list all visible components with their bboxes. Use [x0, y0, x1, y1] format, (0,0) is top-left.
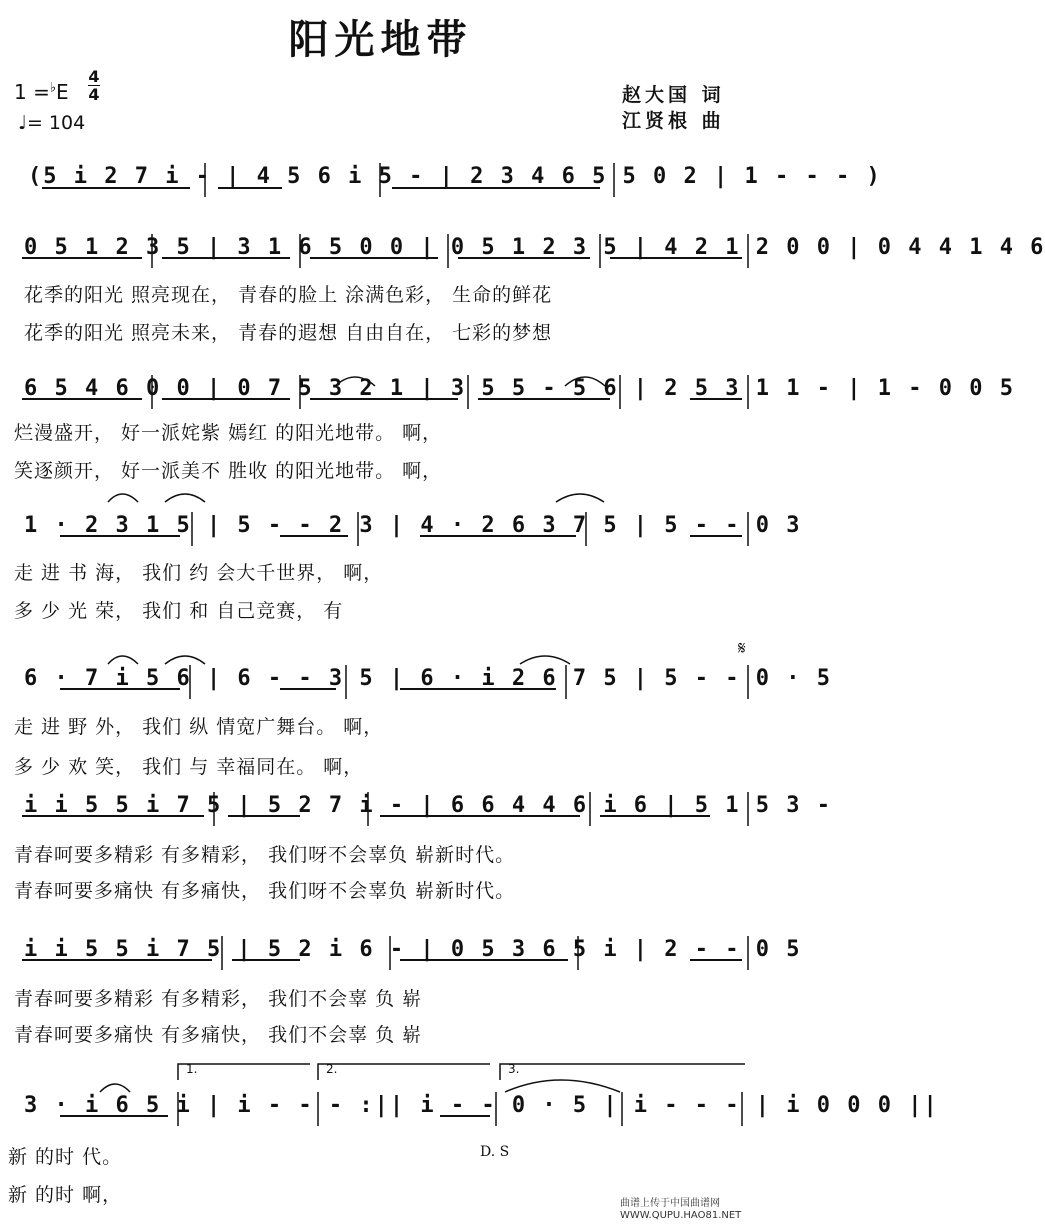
lyric-row-7-verse-1: 青春呵要多精彩 有多精彩， 我们不会辜 负 崭 [14, 988, 423, 1010]
page-title: 阳光地带 [288, 17, 473, 63]
lyric-row-6-verse-2: 青春呵要多痛快 有多痛快， 我们呀不会辜负 崭新时代。 [14, 880, 516, 902]
time-bottom: 4 [88, 85, 100, 104]
score-row-2: 0 5 1 2 3 5 | 3 1 6 5 0 0 | 0 5 1 2 3 5 | 4 2 1 2 0 0 | 0 4 4 1 4 6 [24, 235, 1045, 260]
key-note: E [55, 80, 69, 104]
key-prefix: 1 = [14, 80, 50, 104]
score-row-4: 1 · 2 3 1 5 | 5 - - 2 3 | 4 · 2 6 3 7 5 | 5 - - 0 3 [24, 513, 802, 538]
score-row-3: 6 5 4 6 0 0 | 0 7 5 3 2 1 | 3 5 5 - 5 6 | 2 5 3 1 1 - | 1 - 0 0 5 [24, 376, 1015, 401]
lyric-row-8-verse-2: 新 的时 啊， [8, 1184, 123, 1206]
quarter-note-icon: ♩ [18, 112, 27, 134]
score-row-1: (5 i 2 7 i - | 4 5 6 i 5 - | 2 3 4 6 5 5 0 2 | 1 - - - ) [28, 164, 882, 189]
watermark: 曲谱上传于中国曲谱网 WWW.QUPU.HAO81.NET [620, 1198, 742, 1221]
tempo-value: = 104 [26, 112, 86, 134]
lyric-row-5-verse-1: 走 进 野 外， 我们 纵 情宽广舞台。 啊， [14, 716, 384, 738]
score-row-8: 3 · i 6 5 i | i - - - :|| i - - 0 · 5 | i - - - | i 0 0 0 || [24, 1093, 939, 1118]
lyric-row-2-verse-2: 花季的阳光 照亮未来， 青春的遐想 自由自在， 七彩的梦想 [24, 322, 553, 344]
lyric-row-3-verse-1: 烂漫盛开， 好一派姹紫 嫣红 的阳光地带。 啊， [14, 422, 443, 444]
lyric-row-5-verse-2: 多 少 欢 笑， 我们 与 幸福同在。 啊， [14, 756, 364, 778]
time-top: 4 [88, 67, 100, 86]
lyric-row-2-verse-1: 花季的阳光 照亮现在， 青春的脸上 涂满色彩， 生命的鲜花 [24, 284, 553, 306]
volta-2-label: 2. [326, 1062, 338, 1076]
segno-icon: 𝄋 [738, 638, 746, 659]
dal-segno-mark: D. S [480, 1144, 510, 1160]
lyric-row-6-verse-1: 青春呵要多精彩 有多精彩， 我们呀不会辜负 崭新时代。 [14, 844, 516, 866]
volta-3-label: 3. [508, 1062, 520, 1076]
lyric-row-4-verse-1: 走 进 书 海， 我们 约 会大千世界， 啊， [14, 562, 384, 584]
score-row-6: i i 5 5 i 7 5 | 5 2 7 i - | 6 6 4 4 6 i 6 | 5 1 5 3 - [24, 793, 832, 818]
flat-sign: ♭ [49, 80, 56, 96]
lyric-row-7-verse-2: 青春呵要多痛快 有多痛快， 我们不会辜 负 崭 [14, 1024, 423, 1046]
lyricist-credit: 赵大国 词 [622, 84, 725, 106]
composer-credit: 江贤根 曲 [622, 110, 725, 132]
volta-1-label: 1. [186, 1062, 198, 1076]
lyric-row-8-verse-1: 新 的时 代。 [8, 1146, 123, 1168]
lyric-row-3-verse-2: 笑逐颜开， 好一派美不 胜收 的阳光地带。 啊， [14, 460, 443, 482]
score-row-7: i i 5 5 i 7 5 | 5 2 i 6 - | 0 5 3 6 5 i | 2 - - 0 5 [24, 937, 802, 962]
score-row-5: 6 · 7 i 5 6 | 6 - - 3 5 | 6 · i 2 6 7 5 | 5 - - 0 · 5 [24, 666, 832, 691]
lyric-row-4-verse-2: 多 少 光 荣， 我们 和 自己竞赛， 有 [14, 600, 344, 622]
